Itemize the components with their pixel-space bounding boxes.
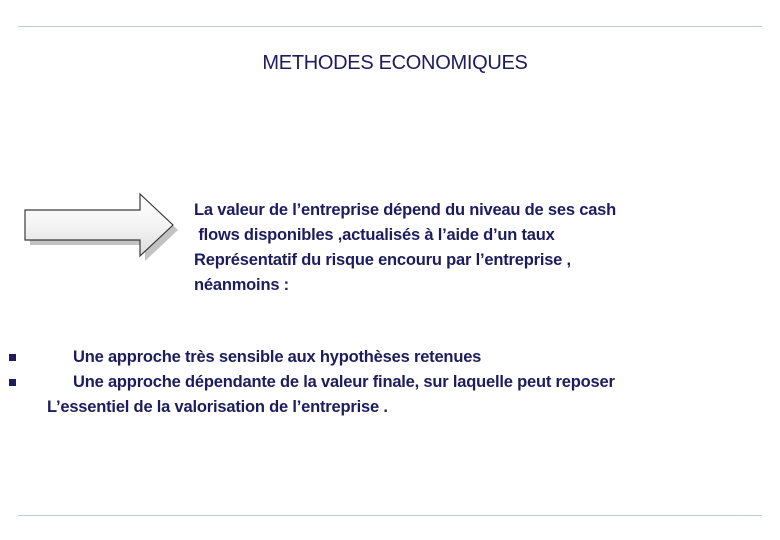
- bottom-divider: [18, 515, 762, 516]
- square-bullet-icon: [9, 354, 16, 361]
- square-bullet-icon: [9, 379, 16, 386]
- bullet-continuation-text: L’essentiel de la valorisation de l’entreprise .: [47, 398, 388, 416]
- bullet-item: [50, 345, 770, 370]
- bullet-item: [50, 370, 770, 395]
- intro-line: néanmoins :: [194, 276, 289, 294]
- intro-line: La valeur de l’entreprise dépend du niveau de ses cash: [194, 201, 617, 219]
- bullet-item-text: Une approche dépendante de la valeur finale, sur laquelle peut reposer: [73, 373, 615, 391]
- bullet-item-text: Une approche très sensible aux hypothèses retenues: [73, 348, 482, 366]
- page-title: METHODES ECONOMIQUES: [262, 52, 528, 74]
- top-divider: [18, 26, 762, 27]
- bullet-list: [47, 345, 770, 420]
- intro-line: flows disponibles ,actualisés à l’aide d’un taux: [194, 226, 555, 244]
- right-arrow-icon: [22, 190, 182, 264]
- intro-line: Représentatif du risque encouru par l’entreprise ,: [194, 251, 571, 269]
- intro-paragraph: [194, 198, 754, 298]
